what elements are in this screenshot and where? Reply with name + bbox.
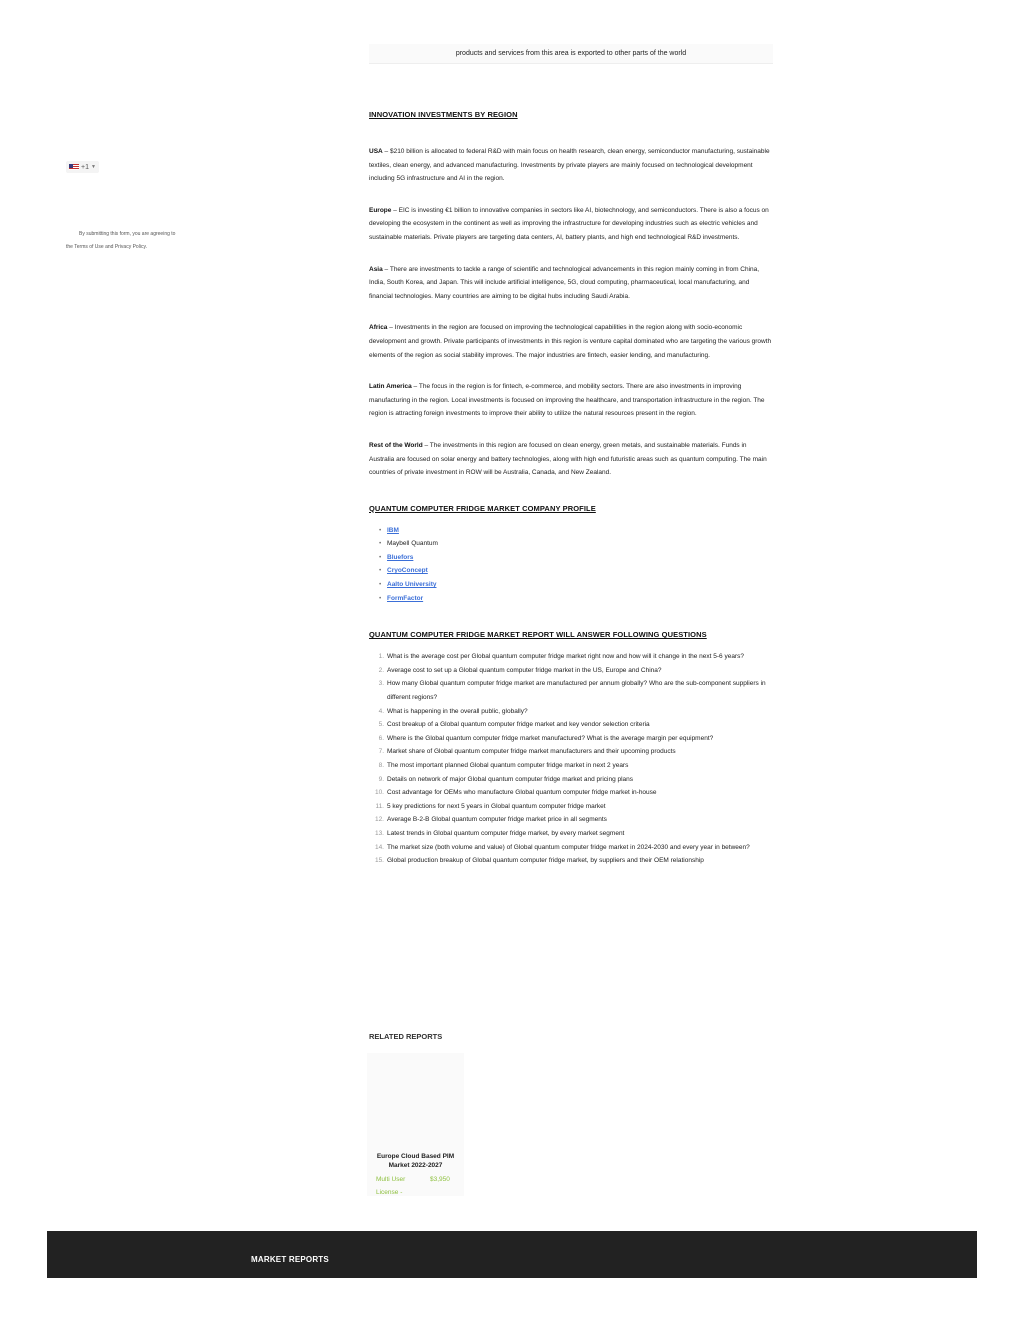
question-text: 5 key predictions for next 5 years in Global quantum computer fridge market — [387, 802, 606, 810]
country-code-selector[interactable] — [66, 161, 99, 173]
region-name: Europe — [369, 206, 392, 214]
region-text: – EIC is investing €1 billion to innovative companies in sectors like AI, biotechnology, and semiconductors. There is also a focus on developing the ecosystem in the continent as well as improving the infrastructure for developing industries such as electric vehicles and sustainable materials. Private players are targeting data centers, AI, battery plants, and high end technological R&D investments. — [369, 206, 769, 241]
questions-list — [369, 650, 773, 868]
footer — [47, 1231, 977, 1278]
region-text: – $210 billion is allocated to federal R&D with main focus on health research, clean energy, semiconductor manufacturing, sustainable textiles, clean energy, and advanced manufacturing. Investments by private players are mainly focused on technological development including 5G infrastructure and AI in the region. — [369, 148, 770, 183]
consent-line-1: By submitting this form, you are agreeing to — [79, 231, 176, 237]
question-number: 11. — [375, 802, 384, 810]
regions-list — [369, 145, 773, 480]
region-paragraph — [369, 263, 773, 304]
related-reports-heading: RELATED REPORTS — [369, 1032, 443, 1041]
region-name: Africa — [369, 324, 388, 332]
previous-table-row — [369, 44, 773, 64]
region-paragraph — [369, 380, 773, 421]
question-item — [369, 650, 773, 664]
question-item — [369, 773, 773, 787]
region-name: USA — [369, 148, 383, 155]
question-number: 13. — [374, 829, 384, 837]
company-link[interactable]: Aalto University — [387, 581, 437, 589]
region-text: – There are investments to tackle a range of scientific and technological advancements in this region mainly coming in from China, India, South Korea, and Japan. This will include artificial intelligence, 5G, cloud computing, pharmaceutical, local manufacturing, and financial technologies. Many countries are aiming to be digital hubs including Saudi Arabia. — [369, 265, 760, 300]
region-text: – The investments in this region are focused on clean energy, green metals, and sustainable materials. Funds in Australia are focused on solar energy and battery technologies, along with high end futuristic areas such as quantum computing. The main countries of private investment in ROW will be Australia, Canada, and New Zealand. — [369, 441, 767, 477]
question-item — [369, 664, 773, 678]
question-text: How many Global quantum computer fridge market are manufactured per annum globally? Who are the sub-component suppliers in different regions? — [387, 680, 766, 702]
question-text: What is the average cost per Global quantum computer fridge market right now and how will it change in the next 5-6 years? — [387, 653, 744, 661]
question-item — [369, 732, 773, 746]
company-list — [369, 524, 773, 606]
question-item — [369, 827, 773, 841]
phone-code: +1 — [81, 163, 89, 171]
region-text: – Investments in the region are focused on improving the technological capabilities in the region along with socio-economic development and growth. Private participants of investments in this region is venture capital dominated who are targeting the various growth elements of the region as social stability improves. The major industries are fintech, easier lending, and manufacturing. — [369, 324, 772, 359]
question-text: Average B-2-B Global quantum computer fridge market price in all segments — [387, 816, 607, 824]
question-item — [369, 786, 773, 800]
company-profile-heading: QUANTUM COMPUTER FRIDGE MARKET COMPANY PROFILE — [369, 503, 596, 513]
question-number: 1. — [378, 653, 384, 661]
question-item — [369, 841, 773, 855]
region-text: – The focus in the region is for fintech, e-commerce, and mobility sectors. There are also investments in improving manufacturing in the region. Local investments is focused on improving the healthcare, and transportation infrastructure in the region. The region is attracting foreign investments to improve their ability to utilize the natural resources present in the region. — [369, 383, 765, 418]
question-item — [369, 745, 773, 759]
question-text: Market share of Global quantum computer fridge market manufacturers and their upcoming products — [387, 748, 676, 756]
consent-line-2: the Terms of Use and Privacy Policy. — [66, 244, 147, 250]
question-text: Cost advantage for OEMs who manufacture Global quantum computer fridge market in-house — [387, 789, 657, 797]
innovation-heading: INNOVATION INVESTMENTS BY REGION — [369, 110, 518, 119]
license-label: Multi User License - — [376, 1176, 406, 1196]
question-number: 6. — [378, 734, 384, 742]
question-text: What is happening in the overall public, globally? — [387, 707, 528, 715]
question-text: Cost breakup of a Global quantum computer fridge market and key vendor selection criteria — [387, 721, 650, 729]
question-number: 10. — [374, 789, 384, 797]
question-text: Average cost to set up a Global quantum computer fridge market in the US, Europe and China? — [387, 666, 662, 674]
question-item — [369, 800, 773, 814]
related-report-title[interactable]: Europe Cloud Based PIM Market 2022-2027 — [376, 1153, 455, 1169]
question-text: The market size (both volume and value) of Global quantum computer fridge market in 2024-2030 and every year in between? — [387, 843, 750, 851]
question-number: 12. — [374, 816, 384, 824]
company-item — [379, 564, 773, 578]
company-link[interactable]: CryoConcept — [387, 567, 428, 575]
question-text: Global production breakup of Global quantum computer fridge market, by suppliers and their OEM relationship — [387, 857, 704, 865]
company-link[interactable]: Bluefors — [387, 553, 414, 561]
company-link[interactable]: FormFactor — [387, 594, 424, 602]
question-number: 14. — [374, 843, 384, 851]
question-number: 2. — [378, 666, 384, 674]
question-number: 15. — [374, 857, 384, 865]
question-item — [369, 677, 773, 704]
question-number: 9. — [378, 775, 384, 783]
region-name: Asia — [369, 265, 383, 273]
us-flag-icon — [69, 164, 79, 170]
company-item — [379, 551, 773, 565]
company-item — [379, 537, 773, 551]
region-paragraph — [369, 204, 773, 245]
question-text: Details on network of major Global quantum computer fridge market and pricing plans — [387, 775, 634, 783]
question-number: 7. — [378, 748, 384, 756]
question-number: 4. — [378, 707, 384, 715]
company-link[interactable]: IBM — [387, 526, 399, 534]
company-item — [379, 524, 773, 538]
company-item — [379, 578, 773, 592]
region-paragraph — [369, 439, 773, 480]
price-label: $3,950 — [430, 1176, 450, 1183]
question-number: 5. — [378, 721, 384, 729]
related-report-card[interactable] — [367, 1053, 464, 1196]
region-name: Rest of the World — [369, 441, 423, 449]
question-text: Where is the Global quantum computer fridge market manufactured? What is the average margin per equipment? — [387, 734, 714, 742]
caret-down-icon: ▼ — [90, 164, 96, 170]
company-item — [379, 592, 773, 606]
report-content — [369, 110, 773, 868]
question-item — [369, 718, 773, 732]
question-text: Latest trends in Global quantum computer fridge market, by every market segment — [387, 829, 625, 837]
footer-title: MARKET REPORTS — [251, 1255, 329, 1264]
question-item — [369, 759, 773, 773]
table-cell-text: products and services from this area is exported to other parts of the world — [455, 50, 687, 57]
questions-heading: QUANTUM COMPUTER FRIDGE MARKET REPORT WILL ANSWER FOLLOWING QUESTIONS — [369, 630, 707, 640]
question-number: 3. — [378, 680, 384, 688]
company-link: Maybell Quantum — [387, 540, 438, 548]
consent-text — [66, 228, 190, 254]
question-text: The most important planned Global quantum computer fridge market in next 2 years — [387, 762, 629, 769]
question-item — [369, 854, 773, 868]
question-item — [369, 813, 773, 827]
question-item — [369, 705, 773, 719]
region-paragraph — [369, 321, 773, 362]
region-name: Latin America — [369, 383, 412, 391]
region-paragraph — [369, 145, 773, 186]
question-number: 8. — [378, 762, 384, 769]
